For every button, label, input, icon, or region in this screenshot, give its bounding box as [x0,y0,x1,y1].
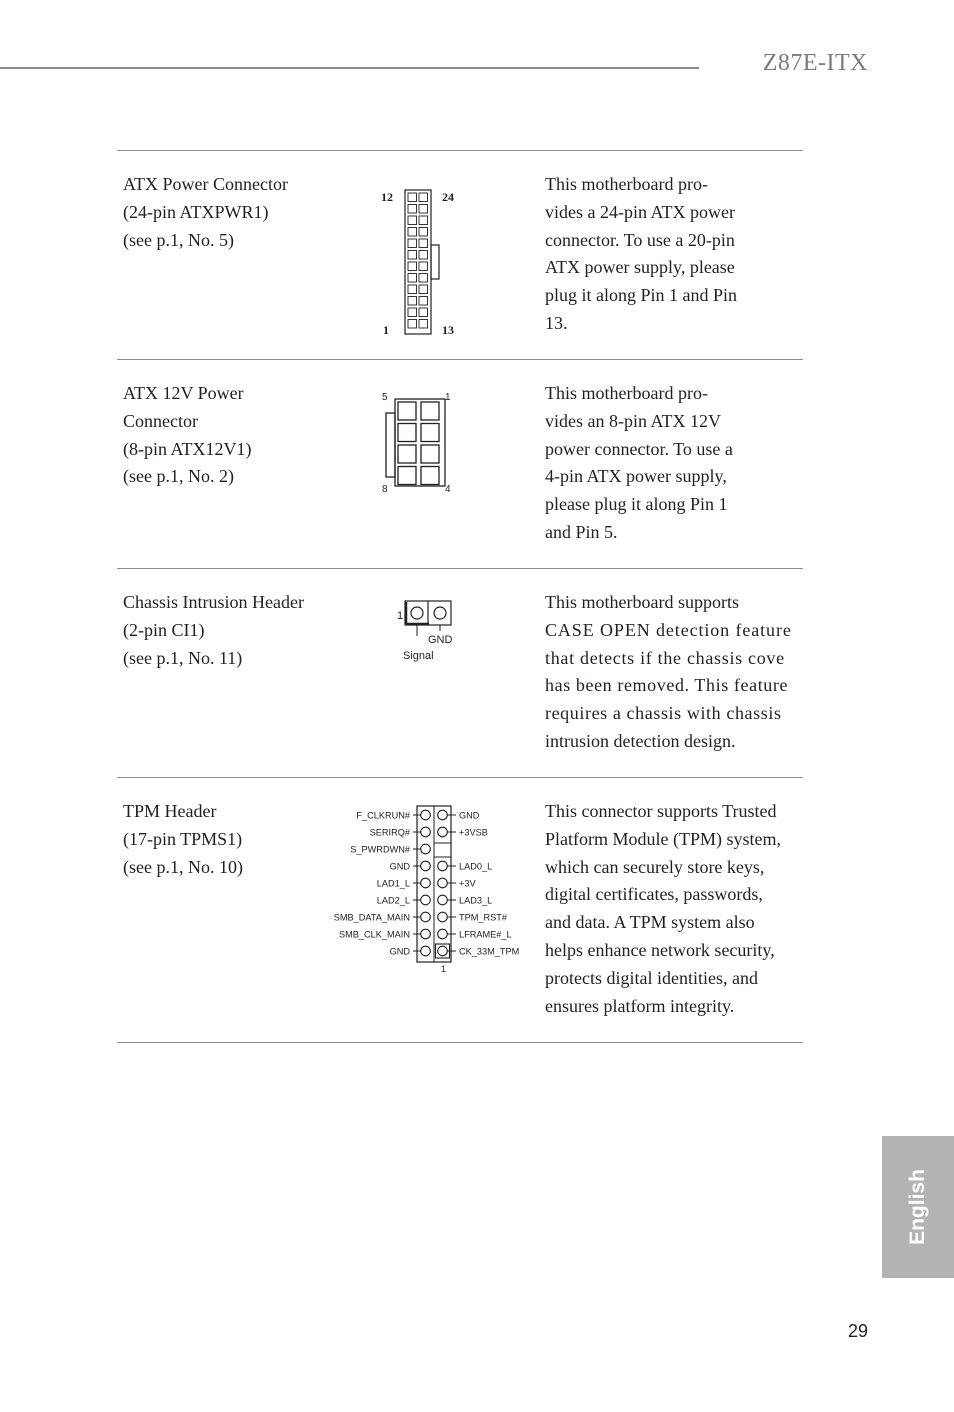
pin-label-4: 4 [445,484,451,495]
pin [419,251,428,260]
model-name: Z87E-ITX [762,50,868,76]
pin [398,445,416,463]
pin [421,929,431,939]
title-line: (see p.1, No. 2) [123,466,234,487]
pin-label-8: 8 [382,484,388,495]
atx12v-title [123,380,338,491]
pin [408,239,417,248]
pin [419,216,428,225]
pin [419,228,428,237]
pin-label: SMB_CLK_MAIN [339,929,410,940]
pin [419,285,428,294]
chassis-intrusion-diagram [395,598,465,669]
pin [408,297,417,306]
desc-line: This motherboard supports [545,592,739,612]
desc-line: requires a chassis with chassis [545,703,782,724]
pin [438,861,448,871]
pin [408,228,417,237]
pin-label: LAD0_L [459,861,493,872]
desc-line: that detects if the chassis cove [545,647,785,668]
pin [408,285,417,294]
title-line: (17-pin TPMS1) [123,828,243,849]
pin [419,320,428,329]
pin [408,251,417,260]
pin [421,946,431,956]
pin [419,193,428,202]
pin-label: TPM_RST# [459,912,507,923]
pin [398,424,416,442]
atx-power-title [123,171,338,254]
table-rule [117,150,803,151]
atx-power-description [545,171,805,338]
pin [438,946,448,956]
pin-label: SERIRQ# [369,827,410,838]
table-rule [117,777,803,778]
title-line: Chassis Intrusion Header [123,592,304,612]
pin [421,402,439,420]
pin-label: +3VSB [459,827,488,838]
pin-label-5: 5 [382,392,388,403]
pin [408,320,417,329]
desc-line: ATX power supply, please [545,257,735,278]
tpm-17pin-diagram [315,802,535,982]
pin [421,895,431,905]
pin-label: GND [459,810,480,821]
pin [421,445,439,463]
pin [421,912,431,922]
pin-label: LAD1_L [376,878,410,889]
pin-label-1: 1 [441,964,447,974]
title-line: (see p.1, No. 10) [123,856,243,877]
pin [438,912,448,922]
pin [421,878,431,888]
desc-line: vides an 8-pin ATX 12V [545,410,721,431]
desc-line: vides a 24-pin ATX power [545,201,735,222]
pin-label: F_CLKRUN# [356,810,410,821]
desc-line: digital certificates, passwords, [545,884,763,905]
pin-label: S_PWRDWN# [350,844,410,855]
desc-line: and data. A TPM system also [545,912,755,933]
pin [438,810,448,820]
desc-line: CASE OPEN detection feature [545,619,792,640]
pin [421,810,431,820]
table-rule [117,568,803,569]
pin [408,193,417,202]
atx12v-8pin-diagram [376,386,466,503]
page-number: 29 [848,1321,869,1341]
pin-label: +3V [459,878,476,889]
desc-line: helps enhance network security, [545,939,775,960]
pin-label: LFRAME#_L [459,929,512,940]
pin [408,262,417,271]
desc-line: 13. [545,312,568,333]
pin [421,424,439,442]
pin [438,878,448,888]
pin-label: CK_33M_TPM [459,946,520,957]
desc-line: intrusion detection design. [545,730,736,751]
gnd-label: GND [428,634,453,646]
pin [419,262,428,271]
desc-line: which can securely store keys, [545,856,765,877]
desc-line: This motherboard pro- [545,174,708,194]
pin [419,274,428,283]
desc-line: 4-pin ATX power supply, [545,466,727,487]
desc-line: has been removed. This feature [545,675,789,696]
title-line: ATX Power Connector [123,174,288,194]
title-line: (see p.1, No. 5) [123,229,234,250]
desc-line: Platform Module (TPM) system, [545,828,781,849]
pin-label-12: 12 [381,190,393,204]
desc-line: power connector. To use a [545,438,733,459]
title-line: (24-pin ATXPWR1) [123,201,269,222]
pin [438,827,448,837]
pin-label-24: 24 [442,190,454,204]
atx12v-description [545,380,805,547]
signal-label: Signal [403,650,434,662]
pin [421,861,431,871]
pin [398,467,416,485]
pin [438,929,448,939]
title-line: ATX 12V Power [123,383,244,403]
table-rule [117,1042,803,1043]
pin-label-1: 1 [383,323,389,337]
desc-line: protects digital identities, and [545,967,758,988]
chassis-intrusion-title [123,589,338,672]
pin-label: LAD2_L [376,895,410,906]
pin-label-1: 1 [397,610,404,622]
desc-line: please plug it along Pin 1 [545,494,728,515]
desc-line: connector. To use a 20-pin [545,229,735,250]
pin [419,239,428,248]
pin [408,274,417,283]
pin [419,205,428,214]
desc-line: plug it along Pin 1 and Pin [545,285,738,306]
pin-label: LAD3_L [459,895,493,906]
pin [408,308,417,317]
pin [419,308,428,317]
pin [421,467,439,485]
language-tab [882,1136,954,1278]
title-line: (2-pin CI1) [123,619,205,640]
title-line: Connector [123,410,198,431]
title-line: (8-pin ATX12V1) [123,438,252,459]
desc-line: This motherboard pro- [545,383,708,403]
pin-label: SMB_DATA_MAIN [333,912,410,923]
title-line: TPM Header [123,801,217,821]
pin-label: GND [389,946,410,957]
pin [438,895,448,905]
pin [398,402,416,420]
pin [421,827,431,837]
chassis-intrusion-description [545,589,797,756]
desc-line: and Pin 5. [545,521,618,542]
table-rule [117,359,803,360]
pin [421,844,431,854]
pin-label: GND [389,861,410,872]
desc-line: This connector supports Trusted [545,801,777,821]
desc-line: ensures platform integrity. [545,995,735,1016]
header-rule [0,67,699,69]
tpm-title [123,798,338,881]
pin [408,205,417,214]
pin-label-1: 1 [445,392,451,403]
tpm-description [545,798,805,1020]
atx-24pin-diagram [370,183,470,348]
pin-label-13: 13 [442,323,454,337]
title-line: (see p.1, No. 11) [123,647,243,668]
pin [408,216,417,225]
language-tab-label: English [906,1169,929,1245]
pin [419,297,428,306]
